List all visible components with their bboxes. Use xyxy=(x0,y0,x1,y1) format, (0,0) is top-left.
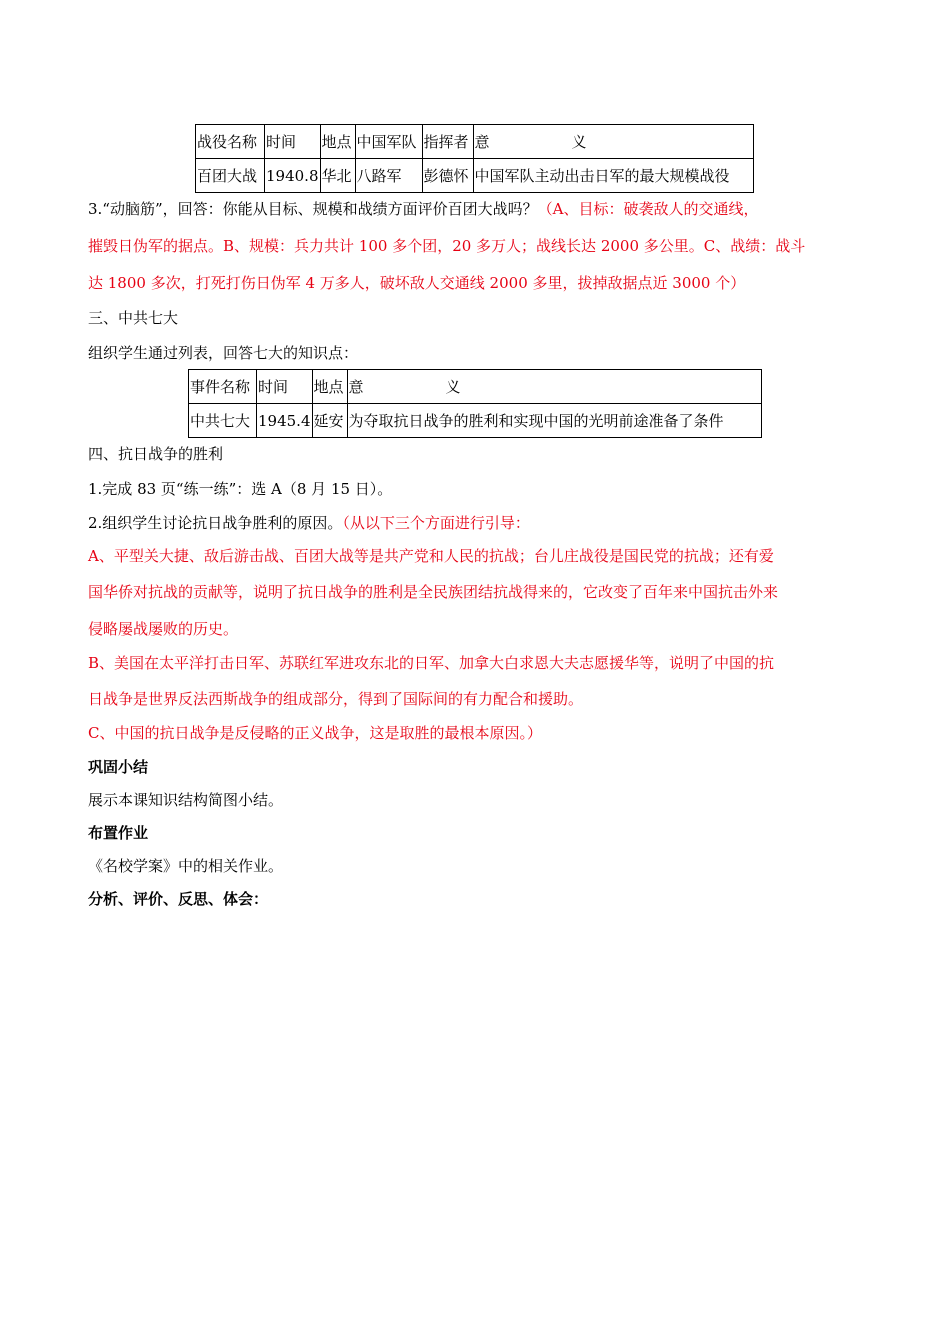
q3-answer-line-3: 达 1800 多次，打死打伤日伪军 4 万多人，破坏敌人交通线 2000 多里，拔掉敌据点近 3000 个） xyxy=(88,274,746,292)
table-cell: 1940.8 xyxy=(265,159,321,193)
q3-answer-start: （A、目标：破袭敌人的交通线， xyxy=(537,200,759,218)
table-header-cell: 中国军队 xyxy=(355,125,422,159)
header-yi2: 义 xyxy=(571,132,587,151)
table-cell: 中国军队主动出击日军的最大规模战役 xyxy=(473,159,754,193)
table-cell: 中共七大 xyxy=(189,404,257,438)
table-row xyxy=(189,404,762,438)
q3-question: 3.“动脑筋”，回答：你能从目标、规模和战绩方面评价百团大战吗？ xyxy=(88,200,538,218)
summary-text: 展示本课知识结构简图小结。 xyxy=(88,791,284,809)
table-header-cell: 地点 xyxy=(320,125,355,159)
table-header-cell: 地点 xyxy=(312,370,347,404)
table-header-row xyxy=(189,370,762,404)
item-2-guide: （从以下三个方面进行引导： xyxy=(342,514,530,532)
section-3-title: 三、中共七大 xyxy=(88,309,179,327)
table-cell: 延安 xyxy=(312,404,347,438)
homework-text: 《名校学案》中的相关作业。 xyxy=(88,857,284,875)
reflection-title: 分析、评价、反思、体会： xyxy=(88,890,269,908)
section-4-title: 四、抗日战争的胜利 xyxy=(88,445,224,463)
header-yi: 意 xyxy=(474,132,490,151)
section-4-item-1: 1.完成 83 页“练一练”：选 A（8 月 15 日）。 xyxy=(88,480,393,498)
table-header-cell: 指挥者 xyxy=(422,125,473,159)
table-header-cell: 时间 xyxy=(257,370,313,404)
table-header-cell: 事件名称 xyxy=(189,370,257,404)
table-row xyxy=(196,159,754,193)
table-header-row xyxy=(196,125,754,159)
table-header-cell xyxy=(473,125,754,159)
point-c: C、中国的抗日战争是反侵略的正义战争，这是取胜的最根本原因。） xyxy=(88,724,542,742)
section-3-intro: 组织学生通过列表，回答七大的知识点： xyxy=(88,344,359,362)
q3-answer-line-2: 摧毁日伪军的据点。B、规模：兵力共计 100 多个团，20 多万人；战线长达 2000 多公里。C、战绩：战斗 xyxy=(88,237,806,255)
point-a-line-1: A、平型关大捷、敌后游击战、百团大战等是共产党和人民的抗战；台儿庄战役是国民党的抗战；还有爱 xyxy=(88,547,774,565)
point-a-line-3: 侵略屡战屡败的历史。 xyxy=(88,620,239,638)
header-yi: 意 xyxy=(348,377,364,396)
table-header-cell: 战役名称 xyxy=(196,125,265,159)
q3-line-1 xyxy=(88,199,878,219)
point-b-line-2: 日战争是世界反法西斯战争的组成部分，得到了国际间的有力配合和援助。 xyxy=(88,690,584,708)
table-cell: 百团大战 xyxy=(196,159,265,193)
table-cell: 彭德怀 xyxy=(422,159,473,193)
homework-title: 布置作业 xyxy=(88,824,149,842)
table-cell: 华北 xyxy=(320,159,355,193)
table-cell: 1945.4 xyxy=(257,404,313,438)
battle-table xyxy=(195,124,754,193)
table-header-cell: 时间 xyxy=(265,125,321,159)
table-cell: 八路军 xyxy=(355,159,422,193)
item-2-text: 2.组织学生讨论抗日战争胜利的原因。 xyxy=(88,514,343,532)
section-4-item-2 xyxy=(88,513,878,533)
summary-title: 巩固小结 xyxy=(88,758,149,776)
congress-table xyxy=(188,369,762,438)
table-header-cell xyxy=(347,370,762,404)
point-a-line-2: 国华侨对抗战的贡献等，说明了抗日战争的胜利是全民族团结抗战得来的，它改变了百年来中国抗击外来 xyxy=(88,583,779,601)
point-b-line-1: B、美国在太平洋打击日军、苏联红军进攻东北的日军、加拿大白求恩大夫志愿援华等，说明了中国的抗 xyxy=(88,654,775,672)
table-cell: 为夺取抗日战争的胜利和实现中国的光明前途准备了条件 xyxy=(347,404,762,438)
header-yi2: 义 xyxy=(445,377,461,396)
